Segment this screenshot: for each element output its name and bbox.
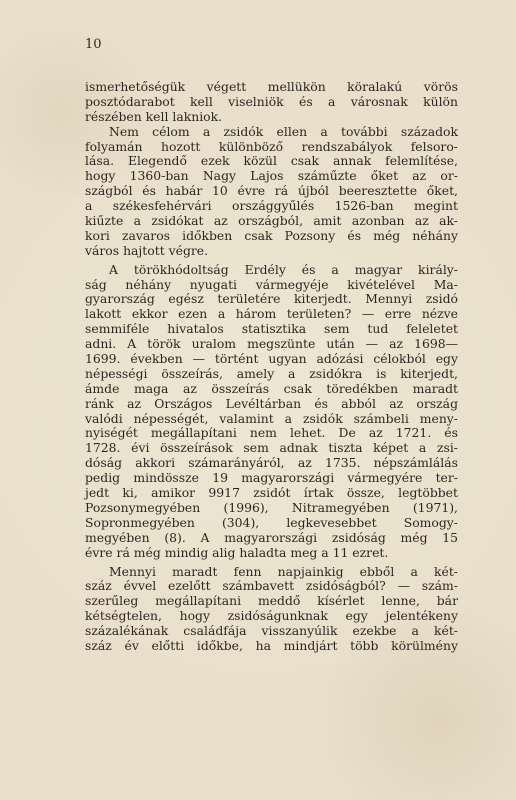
text-line: város hajtott végre.	[85, 242, 209, 258]
text-line: hogy 1360-ban Nagy Lajos száműzte őket az or-	[85, 168, 458, 184]
text-line: A törökhódoltság Erdély és a magyar király-	[109, 261, 458, 277]
text-line: nyiségét megállapítani nem lehet. De az 1721. és	[85, 425, 458, 441]
paragraph	[85, 125, 458, 259]
text-line: népességi összeírás, amely a zsidókra is kiterjedt,	[85, 365, 458, 381]
page-number: 10	[85, 37, 102, 52]
text-line: évre rá még mindig alig haladta meg a 11 ezret.	[85, 544, 389, 560]
text-line: ránk az Országos Levéltárban és abból az ország	[85, 395, 458, 411]
text-line: ság néhány nyugati vármegyéje kivételével Ma-	[85, 276, 458, 292]
paragraph	[85, 565, 458, 654]
text-line: szágból és habár 10 évre rá újból beeresztette őket,	[85, 183, 458, 199]
paragraph	[85, 263, 458, 561]
text-line: 1699. években — történt ugyan adózási célokból egy	[85, 351, 458, 367]
text-line: Nem célom a zsidók ellen a további századok	[109, 123, 458, 139]
text-line: száz évvel ezelőtt számbavett zsidóságból? — szám-	[85, 578, 458, 594]
text-line: százalékának családfája visszanyúlik ezekbe a két-	[85, 623, 458, 639]
text-line: a székesfehérvári országgyűlés 1526-ban megint	[85, 198, 458, 214]
text-line: részében kell lakniok.	[85, 108, 223, 124]
text-line: folyamán hozott különböző rendszabályok felsoro-	[85, 138, 458, 154]
body-text	[85, 80, 458, 654]
text-line: adni. A török uralom megszünte után — az 1698—	[85, 336, 458, 352]
text-line: szerűleg megállapítani meddő kísérlet lenne, bár	[85, 593, 458, 609]
text-line: kétségtelen, hogy zsidóságunknak egy jelentékeny	[85, 608, 458, 624]
text-line: 1728. évi összeírások sem adnak tiszta képet a zsi-	[85, 440, 458, 456]
text-line: valódi népességét, valamint a zsidók számbeli meny-	[85, 410, 458, 426]
text-line: ámde maga az összeírás csak töredékben maradt	[85, 380, 458, 396]
text-line: semmiféle hivatalos statisztika sem tud feleletet	[85, 321, 458, 337]
text-line: ismerhetőségük végett mellükön köralakú vörös	[85, 79, 458, 94]
text-line: száz év előtti időkbe, ha mindjárt több körülmény	[85, 637, 458, 653]
text-line: posztódarabot kell viselniök és a városnak külön	[85, 93, 458, 109]
text-line: dóság akkori számarányáról, az 1735. népszámlálás	[85, 455, 458, 471]
text-line: Sopronmegyében (304), legkevesebbet Somogy-	[85, 514, 458, 530]
text-line: kori zavaros időkben csak Pozsony és még néhány	[85, 227, 458, 243]
text-line: gyarország egész területére kiterjedt. Mennyi zsidó	[85, 291, 458, 307]
text-line: pedig mindössze 19 magyarországi vármegyére ter-	[85, 470, 458, 486]
text-line: lakott ekkor ezen a három területen? — erre nézve	[85, 306, 458, 322]
text-line: megyében (8). A magyarországi zsidóság még 15	[85, 529, 458, 545]
text-line: Pozsonymegyében (1996), Nitramegyében (1971),	[85, 499, 458, 515]
text-line: kiűzte a zsidókat az országból, amit azonban az ak-	[85, 213, 458, 229]
text-line: jedt ki, amikor 9917 zsidót írtak össze, legtöbbet	[85, 485, 458, 501]
text-line: lása. Elegendő ezek közül csak annak felemlítése,	[85, 153, 458, 169]
paragraph	[85, 80, 458, 125]
text-line: Mennyi maradt fenn napjainkig ebből a két-	[109, 563, 458, 579]
